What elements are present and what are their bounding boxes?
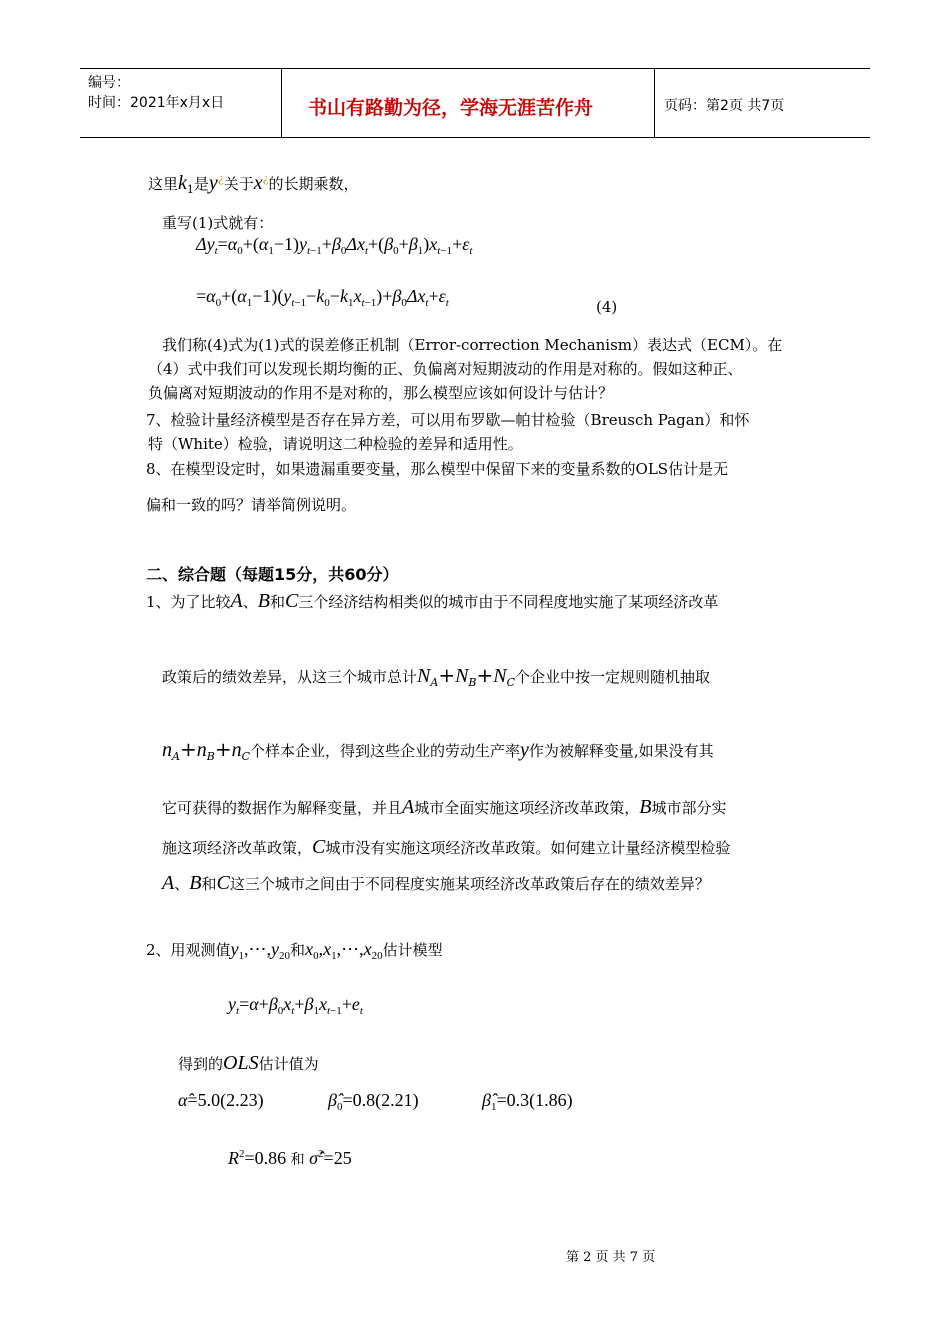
q2-model-equation: $y_t=\alpha+\beta_0x_t+\beta_1x_{t-1}+e_t$	[228, 994, 363, 1017]
q1-l4-pre: 它可获得的数据作为解释变量，并且	[162, 799, 403, 817]
beta1-estimate: $\betâ_1=0.3(1.86)$	[482, 1090, 573, 1113]
equation-line-1: $\Delta y_t=\alpha_0+(\alpha_1-1)y_{t-1}+\beta_0\Delta x_t+(\beta_0+\beta_1)x_{t-1}+\varepsilon_t$	[196, 234, 473, 257]
q1-l1-post: 三个经济结构相类似的城市由于不同程度地实施了某项经济改革	[298, 593, 719, 611]
sigma2-value: =25	[323, 1148, 352, 1168]
s2-q1-line-3: $n_A+n_B+n_C$个样本企业，得到这些企业的劳动生产率y作为被解释变量,如果没有其	[162, 737, 714, 763]
q1-l6-sep: 、	[174, 875, 190, 893]
header-page-label: 页码：第2页 共7页	[664, 98, 785, 114]
q7-line-2: 特（White）检验，请说明这二种检验的差异和适用性。	[148, 435, 523, 453]
q2-and: 和	[290, 941, 306, 959]
q1-l4-post: 城市部分实	[651, 799, 727, 817]
q1-l1-and: 和	[270, 593, 286, 611]
q1-l4-mid: 城市全面实施这项经济改革政策，	[414, 799, 640, 817]
k1-about: 关于	[223, 175, 254, 193]
q8-line-2: 偏和一致的吗？请举简例说明。	[146, 496, 357, 514]
q1-l3-post2: 作为被解释变量,如果没有其	[528, 742, 714, 760]
alpha-estimate: α̂=5.0(2.23)	[178, 1090, 264, 1110]
page-header	[80, 68, 870, 138]
k1-post: 的长期乘数，	[268, 175, 359, 193]
q1-l2-pre: 政策后的绩效差异，从这三个城市总计	[162, 668, 418, 686]
q2-post: 估计模型	[382, 941, 443, 959]
ecm-line-2: （4）式中我们可以发现长期均衡的正、负偏离对短期波动的作用是对称的。假如这种正、	[148, 360, 743, 378]
s2-q1-line-6: A、B和C这三个城市之间由于不同程度实施某项经济改革政策后存在的绩效差异？	[162, 872, 710, 894]
beta0-estimate: $\betâ_0=0.8(2.21)$	[328, 1090, 419, 1113]
beta1-est-value: =0.3(1.86)	[496, 1090, 573, 1110]
alpha-est-value: =5.0(2.23)	[187, 1090, 264, 1110]
q2-ols: OLS	[223, 1052, 259, 1074]
q1-l1-sep: 、	[242, 593, 258, 611]
page-footer: 第 2 页 共 7 页	[566, 1250, 656, 1265]
rewrite-text: 重写(1)式就有：	[162, 214, 274, 232]
r2-and: 和	[290, 1152, 305, 1168]
q2-got-pre: 得到的	[178, 1055, 224, 1073]
q1-l3-post1: 个样本企业，得到这些企业的劳动生产率	[250, 742, 521, 760]
beta0-est-value: =0.8(2.21)	[342, 1090, 419, 1110]
equation-number: (4)	[596, 298, 618, 316]
s2-q1-line-5: 施这项经济改革政策，C城市没有实施这项经济改革政策。如何建立计量经济模型检验	[162, 836, 731, 858]
q1-l2-post: 个企业中按一定规则随机抽取	[515, 668, 711, 686]
section2-title: 二、综合题（每题15分，共60分）	[146, 565, 399, 584]
q2-got-ols	[178, 1052, 319, 1075]
s2-q1-line-2: 政策后的绩效差异，从这三个城市总计$N_A+N_B+N_C$个企业中按一定规则随机抽取	[162, 663, 711, 689]
q1-l6-and: 和	[201, 875, 217, 893]
r2-value: =0.86	[244, 1148, 287, 1168]
q1-l1-pre: 1、为了比较	[146, 593, 231, 611]
q8-line-1: 8、在模型设定时，如果遗漏重要变量，那么模型中保留下来的变量系数的OLS估计是无	[146, 460, 729, 478]
time-label: 时间：2021年x月x日	[88, 95, 225, 111]
s2-q1-line-4: 它可获得的数据作为解释变量，并且A城市全面实施这项经济改革政策，B城市部分实	[162, 796, 727, 818]
equation-line-2: $=\alpha_0+(\alpha_1-1)(y_{t-1}-k_0-k_1x_{t-1})+\beta_0\Delta x_t+\varepsilon_t$	[196, 286, 449, 309]
s2-q2-line-1: 2、用观测值$y_1,\cdots,y_{20}$和$x_0,x_1,\cdots,x_{20}$估计模型	[146, 939, 443, 962]
header-divider-1	[281, 69, 282, 137]
q1-l5-pre: 施这项经济改革政策，	[162, 839, 313, 857]
ecm-line-1: 我们称(4)式为(1)式的误差修正机制（Error-correction Mechanism）表达式（ECM）。在	[162, 336, 783, 354]
q2-pre: 2、用观测值	[146, 941, 231, 959]
number-label: 编号：	[88, 75, 130, 91]
k1-mid: 是	[193, 175, 209, 193]
q1-l5-post: 城市没有实施这项经济改革政策。如何建立计量经济模型检验	[325, 839, 731, 857]
q2-got-post: 估计值为	[258, 1055, 319, 1073]
header-divider-2	[654, 69, 655, 137]
k1-line: 这里$k_1$是y¿关于x¿的长期乘数，	[148, 172, 359, 196]
s2-q1-line-1: 1、为了比较A、B和C三个经济结构相类似的城市由于不同程度地实施了某项经济改革	[146, 590, 719, 612]
k1-pre: 这里	[148, 175, 179, 193]
q7-line-1: 7、检验计量经济模型是否存在异方差，可以用布罗歇—帕甘检验（Breusch Pagan）和怀	[146, 411, 750, 429]
r2-sigma-line: $R^2=0.86$ 和 σ̂$^2$=25	[228, 1148, 352, 1168]
header-left	[88, 73, 224, 113]
q1-l6-post: 这三个城市之间由于不同程度实施某项经济改革政策后存在的绩效差异？	[229, 875, 710, 893]
header-motto: 书山有路勤为径，学海无涯苦作舟	[308, 97, 594, 119]
ecm-line-3: 负偏离对短期波动的作用不是对称的，那么模型应该如何设计与估计？	[148, 384, 614, 402]
